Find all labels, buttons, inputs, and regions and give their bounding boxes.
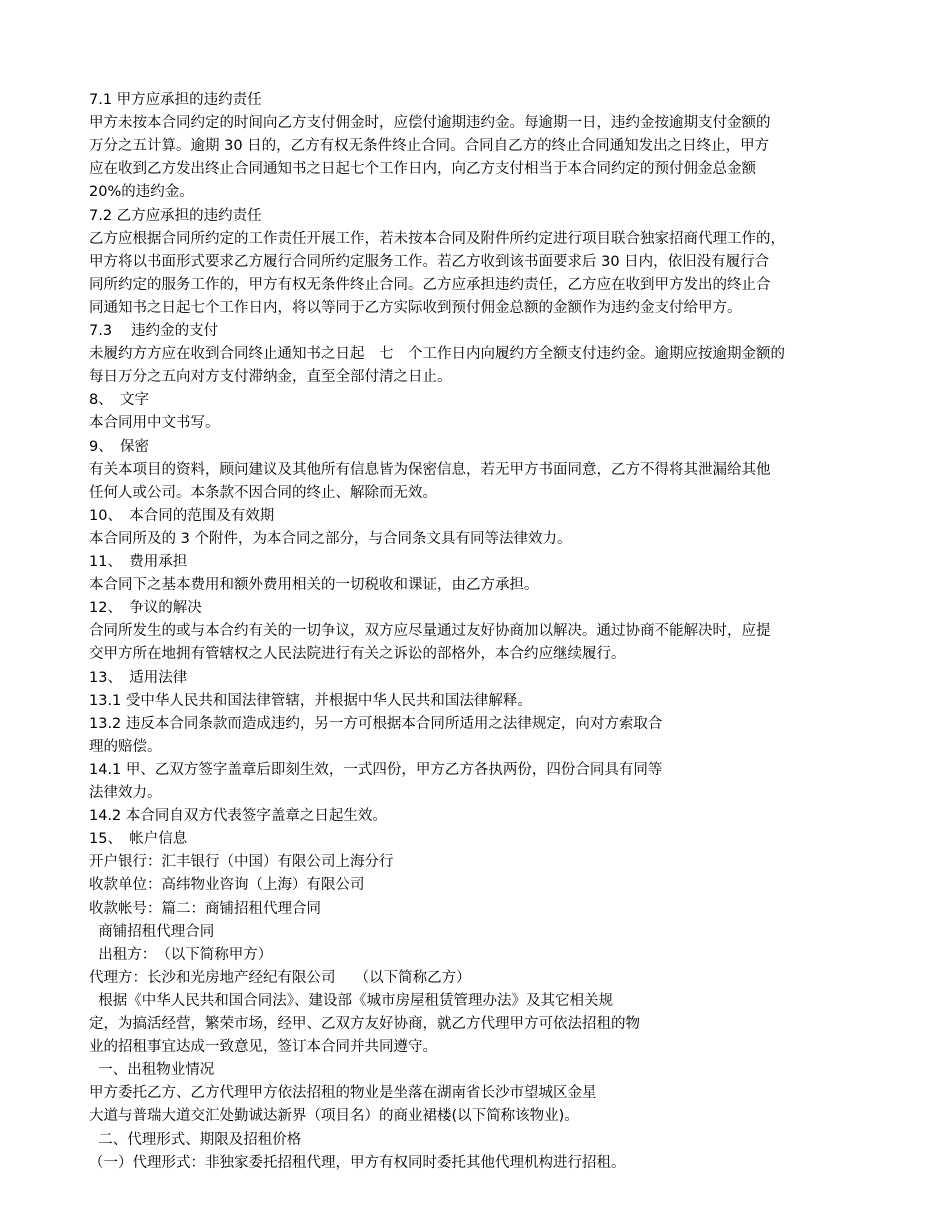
text-line: （一）代理形式：非独家委托招租代理，甲方有权同时委托其他代理机构进行招租。 [89,1154,626,1171]
text-line: 每日万分之五向对方支付滞纳金，直至全部付清之日止。 [89,369,452,386]
text-line: 根据《中华人民共和国合同法》、建设部《城市房屋租赁管理办法》及其它相关规 [89,992,613,1009]
text-line: 10、 本合同的范围及有效期 [89,507,275,524]
text-line: 二、代理形式、期限及招租价格 [89,1131,302,1148]
text-line: 13.2 违反本合同条款而造成违约，另一方可根据本合同所适用之法律规定，向对方索取合 [89,715,663,732]
text-line: 开户银行：汇丰银行（中国）有限公司上海分行 [89,854,394,871]
text-line: 代理方：长沙和光房地产经纪有限公司 （以下简称乙方） [89,969,471,986]
text-line: 7.2 乙方应承担的违约责任 [89,207,262,224]
text-line: 应在收到乙方发出终止合同通知书之日起七个工作日内，向乙方支付相当于本合同约定的预付佣金总金额 [89,161,756,178]
text-line: 11、 费用承担 [89,554,188,570]
text-line: 甲方未按本合同约定的时间向乙方支付佣金时，应偿付逾期违约金。每逾期一日，违约金按逾期支付金额的 [89,115,771,132]
text-line: 12、 争议的解决 [89,600,202,617]
text-line: 乙方应根据合同所约定的工作责任开展工作，若未按本合同及附件所约定进行项目联合独家招商代理工作的， [89,230,785,247]
text-line: 7.3 违约金的支付 [89,323,219,339]
text-line: 本合同所及的 3 个附件，为本合同之部分，与合同条文具有同等法律效力。 [89,530,572,547]
text-line: 甲方将以书面形式要求乙方履行合同所约定服务工作。若乙方收到该书面要求后 30 日内，依旧没有履行合 [89,253,770,270]
text-line: 本合同用中文书写。 [89,415,220,432]
text-line: 8、 文字 [89,392,149,409]
text-line: 收款帐号：篇二：商铺招租代理合同 [89,900,321,917]
text-line: 同所约定的服务工作的，甲方有权无条件终止合同。乙方应承担违约责任，乙方应在收到甲方发出的终止合 [89,276,771,293]
text-line: 商铺招租代理合同 [89,923,215,940]
text-line: 理的赔偿。 [89,738,162,755]
text-line: 13、 适用法律 [89,669,188,686]
text-line: 14.1 甲、乙双方签字盖章后即刻生效，一式四份，甲方乙方各执两份，四份合同具有同等 [89,761,663,778]
text-line: 合同所发生的或与本合约有关的一切争议，双方应尽量通过友好协商加以解决。通过协商不能解决时，应提 [89,623,771,640]
text-line: 大道与普瑞大道交汇处勤诚达新界（项目名）的商业裙楼(以下简称该物业)。 [89,1108,579,1125]
text-line: 20%的违约金。 [89,184,194,201]
text-line: 14.2 本合同自双方代表签字盖章之日起生效。 [89,808,387,825]
text-line: 万分之五计算。逾期 30 日的，乙方有权无条件终止合同。合同自乙方的终止合同通知发出之日终止，甲方 [89,138,770,155]
text-line: 7.1 甲方应承担的违约责任 [89,92,262,108]
text-line: 出租方： （以下简称甲方） [89,946,273,963]
text-line: 任何人或公司。本条款不因合同的终止、解除而无效。 [89,484,437,501]
text-line: 一、出租物业情况 [89,1062,215,1079]
text-line: 15、 帐户信息 [89,831,188,848]
text-line: 甲方委托乙方、乙方代理甲方依法招租的物业是坐落在湖南省长沙市望城区金星 [89,1085,597,1102]
text-line: 业的招租事宜达成一致意见，签订本合同并共同遵守。 [89,1039,437,1056]
text-line: 交甲方所在地拥有管辖权之人民法院进行有关之诉讼的部格外，本合约应继续履行。 [89,646,626,663]
text-line: 法律效力。 [89,785,162,801]
text-line: 13.1 受中华人民共和国法律管辖，并根据中华人民共和国法律解释。 [89,692,532,709]
text-line: 未履约方方应在收到合同终止通知书之日起 七 个工作日内向履约方全额支付违约金。逾期应按逾期金额的 [89,346,785,363]
text-line: 收款单位：高纬物业咨询（上海）有限公司 [89,877,365,894]
text-line: 定，为搞活经营，繁荣市场，经甲、乙双方友好协商，就乙方代理甲方可依法招租的物 [89,1016,640,1032]
text-line: 有关本项目的资料，顾问建议及其他所有信息皆为保密信息，若无甲方书面同意，乙方不得将其泄漏给其他 [89,461,771,478]
text-line: 本合同下之基本费用和额外费用相关的一切税收和课证，由乙方承担。 [89,577,539,594]
text-line: 9、 保密 [89,438,149,455]
text-line: 同通知书之日起七个工作日内，将以等同于乙方实际收到预付佣金总额的金额作为违约金支付给甲方。 [89,299,742,316]
